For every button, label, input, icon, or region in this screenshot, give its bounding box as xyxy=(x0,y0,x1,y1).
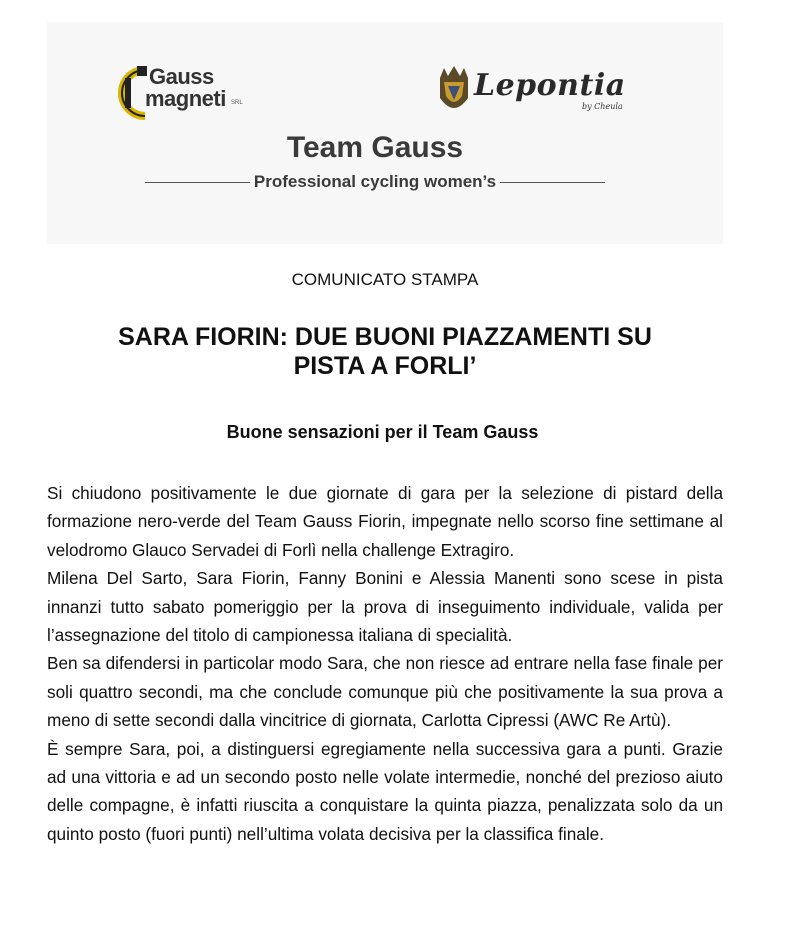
headline-line-2: PISTA A FORLI’ xyxy=(293,352,477,380)
paragraph: È sempre Sara, poi, a distinguersi egregiamente nella successiva gara a punti. Grazie ad una vittoria e ad un secondo posto nelle volate intermedie, nonché del prezioso aiuto delle compagne, è infatti riuscita a conquistare la quinta piazza, penalizzata solo da un quinto posto (fuori punti) nell’ultima volata decisiva per la classifica finale. xyxy=(47,738,723,844)
paragraph: Ben sa difendersi in particolar modo Sara, che non riesce ad entrare nella fase finale per soli quattro secondi, ma che conclude comunque più che positivamente la sua prova a meno di sette secondi dalla vincitrice di giornata, Carlotta Cipressi (AWC Re Artù). xyxy=(47,653,723,731)
lepontia-wordmark: Lepontia xyxy=(474,68,626,103)
gauss-magneti-logo xyxy=(115,64,250,122)
warrior-helmet-icon xyxy=(434,64,474,120)
gauss-logo-line2: magneti xyxy=(145,86,226,111)
gauss-logo-suffix: SRL xyxy=(231,100,243,106)
team-subtitle: Professional cycling women’s xyxy=(253,172,497,191)
divider-right xyxy=(500,182,605,183)
team-title: Team Gauss xyxy=(286,131,464,164)
team-subtitle-row xyxy=(145,170,605,194)
lepontia-logo xyxy=(434,64,634,124)
gauss-logo-line1: Gauss xyxy=(149,64,214,89)
divider-left xyxy=(145,182,250,183)
paragraph: Milena Del Sarto, Sara Fiorin, Fanny Bonini e Alessia Manenti sono scese in pista innanzi tutto sabato pomeriggio per la prova di inseguimento individuale, valida per l’assegnazione del titolo di campionessa italiana di specialità. xyxy=(47,568,723,646)
paragraph: Si chiudono positivamente le due giornate di gara per la selezione di pistard della formazione nero-verde del Team Gauss Fiorin, impegnate nello scorso fine settimane al velodromo Glauco Servadei di Forlì nella challenge Extragiro. xyxy=(47,483,723,560)
headline-line-1: SARA FIORIN: DUE BUONI PIAZZAMENTI SU xyxy=(118,323,652,351)
article-body xyxy=(47,479,723,848)
subheadline: Buone sensazioni per il Team Gauss xyxy=(226,422,539,442)
headline xyxy=(40,323,730,381)
document-label: COMUNICATO STAMPA xyxy=(291,270,479,289)
lepontia-byline: by Cheula xyxy=(582,102,623,111)
